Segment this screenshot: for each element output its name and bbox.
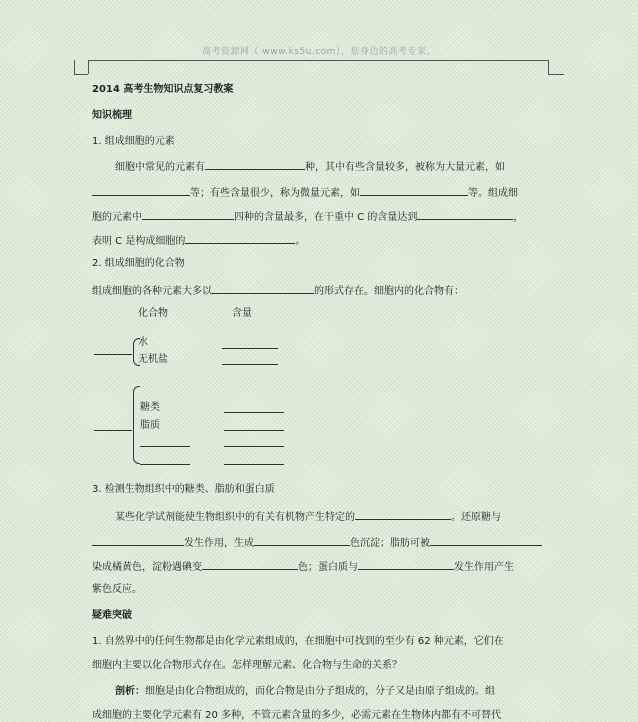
answer1-line1-text: 细胞是由化合物组成的，而化合物是由分子组成的，分子又是由原子组成的。组 [145, 686, 495, 697]
item1-line4 [92, 234, 305, 248]
item3-line2 [92, 536, 542, 550]
compound-inorganic-salt: 无机盐 [138, 354, 168, 365]
answer1-line2: 成细胞的主要化学元素有 20 多种，不管元素含量的多少，必需元素在生物体内都有不可替代 [92, 710, 502, 721]
question1-line1: 1. 自然界中的任何生物都是由化学元素组成的，在细胞中可找到的至少有 62 种元素，它们在 [92, 636, 504, 647]
organic-content-blank-3[interactable] [224, 446, 284, 447]
section-heading-knowledge: 知识梳理 [92, 110, 132, 121]
item3-line2-text-a: 发生作用，生成 [184, 538, 254, 549]
item1-line2 [92, 186, 518, 200]
item2-title: 2. 组成细胞的化合物 [92, 258, 185, 269]
item1-line4-text-a: 表明 C 是构成细胞的 [92, 236, 186, 247]
compound-lipid: 脂质 [140, 420, 160, 431]
item1-line1-text-a: 细胞中常见的元素有 [115, 162, 205, 173]
lipid-content-blank[interactable] [224, 430, 284, 431]
header-banner: 高考资源网（ www.ks5u.com），您身边的高考专家。 [202, 47, 436, 57]
blank-fat-stain[interactable] [430, 536, 542, 546]
blank-element-count[interactable] [205, 160, 305, 170]
organic-content-blank-4[interactable] [224, 464, 284, 465]
item1-line2-text-b: 等。组成细 [468, 188, 518, 199]
water-content-blank[interactable] [222, 348, 278, 349]
blank-precipitate-color[interactable] [254, 536, 350, 546]
blank-iodine-color[interactable] [202, 560, 298, 570]
item1-line2-text-a: 等；有些含量很少，称为微量元素，如 [190, 188, 360, 199]
organic-brace [133, 386, 140, 464]
blank-carbon-percent[interactable] [417, 210, 513, 220]
item1-line1 [115, 160, 505, 174]
item1-line3 [92, 210, 523, 224]
item3-title: 3. 检测生物组织中的糖类、脂肪和蛋白质 [92, 484, 275, 495]
salt-content-blank[interactable] [222, 364, 278, 365]
item2-line1 [92, 284, 464, 298]
item1-line3-text-b: 四种的含量最多，在干重中 C 的含量达到 [234, 212, 418, 223]
section-heading-difficulties: 疑难突破 [92, 610, 132, 621]
header-rule [88, 60, 548, 61]
blank-protein-reagent[interactable] [358, 560, 454, 570]
blank-color-reaction[interactable] [355, 510, 451, 520]
table-head-compound: 化合物 [138, 308, 168, 319]
organic-category-blank[interactable] [94, 430, 132, 431]
answer1-label: 剖析： [115, 686, 145, 697]
item3-line3-text-c: 发生作用产生 [454, 562, 514, 573]
item3-line1-text-b: 。还原糖与 [451, 512, 501, 523]
question1-line2: 细胞内主要以化合物形式存在。怎样理解元素、化合物与生命的关系？ [92, 660, 402, 671]
item3-line2-text-b: 色沉淀；脂肪可被 [350, 538, 430, 549]
item3-line3-text-b: 色；蛋白质与 [298, 562, 358, 573]
doc-title: 2014 高考生物知识点复习教案 [92, 84, 234, 95]
blank-basic-element[interactable] [185, 234, 295, 244]
item1-line3-text-c: ， [513, 212, 524, 223]
item1-line1-text-b: 种，其中有些含量较多，被称为大量元素，如 [305, 162, 505, 173]
blank-macro-elements[interactable] [92, 186, 190, 196]
organic-blank-4[interactable] [140, 464, 190, 465]
header-left-tick [74, 60, 75, 74]
item1-title: 1. 组成细胞的元素 [92, 136, 175, 147]
item2-line1-text-a: 组成细胞的各种元素大多以 [92, 286, 212, 297]
blank-reagent-sugar[interactable] [92, 536, 184, 546]
inorganic-category-blank[interactable] [94, 354, 132, 355]
table-head-content: 含量 [232, 308, 252, 319]
item3-line1-text-a: 某些化学试剂能使生物组织中的有关有机物产生特定的 [115, 512, 355, 523]
item2-line1-text-b: 的形式存在。细胞内的化合物有： [314, 286, 464, 297]
blank-compound-form[interactable] [212, 284, 314, 294]
header-mid-tick-left [88, 60, 89, 74]
blank-micro-elements[interactable] [360, 186, 468, 196]
answer1-line1 [115, 686, 495, 698]
header-rule-left [74, 74, 88, 75]
item1-line3-text-a: 胞的元素中 [92, 212, 142, 223]
header-rule-right [548, 74, 564, 75]
sugar-content-blank[interactable] [224, 412, 284, 413]
header-right-tick [548, 60, 549, 74]
item3-line3 [92, 560, 514, 574]
item3-line3-text-a: 染成橘黄色，淀粉遇碘变 [92, 562, 202, 573]
item3-line4: 紫色反应。 [92, 584, 142, 595]
compound-water: 水 [138, 337, 148, 348]
blank-four-elements[interactable] [142, 210, 234, 220]
compound-sugar: 糖类 [140, 402, 160, 413]
item3-line1 [115, 510, 501, 524]
organic-blank-3[interactable] [140, 446, 190, 447]
item1-line4-text-b: 。 [295, 236, 306, 247]
